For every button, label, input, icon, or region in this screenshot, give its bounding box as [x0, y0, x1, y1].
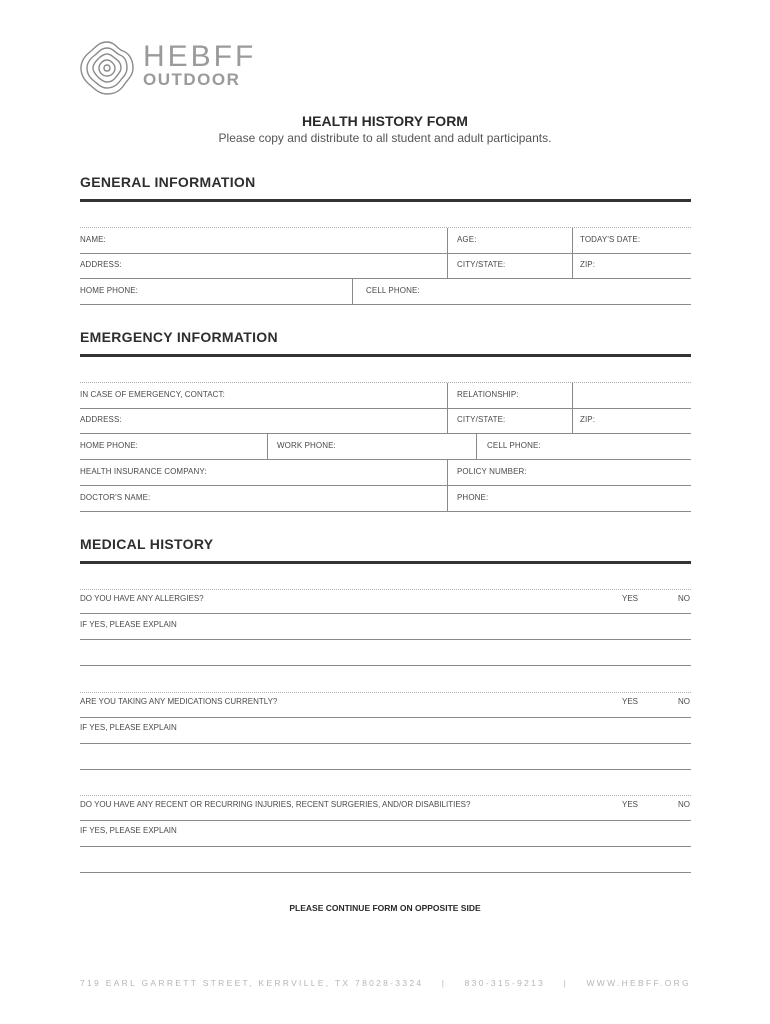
insurance-label: HEALTH INSURANCE COMPANY:	[80, 467, 207, 476]
home-phone-field[interactable]	[80, 279, 352, 304]
emergency-address-field[interactable]	[80, 408, 447, 433]
dotted-divider	[80, 692, 691, 693]
injuries-no-option[interactable]: NO	[678, 800, 690, 809]
general-row-3	[80, 279, 691, 305]
form-subtitle: Please copy and distribute to all student and adult participants.	[218, 131, 552, 145]
emergency-zip-label: ZIP:	[580, 415, 596, 424]
emergency-row-3	[80, 434, 691, 460]
allergies-explain-label: IF YES, PLEASE EXPLAIN	[80, 620, 177, 629]
emergency-contact-field[interactable]	[80, 383, 447, 408]
home-phone-label: HOME PHONE:	[80, 286, 138, 295]
emergency-contact-label: IN CASE OF EMERGENCY, CONTACT:	[80, 390, 225, 399]
allergies-no-option[interactable]: NO	[678, 594, 690, 603]
emergency-row-4	[80, 460, 691, 486]
general-row-2	[80, 253, 691, 279]
section-rule	[80, 561, 691, 564]
section-title-general: GENERAL INFORMATION	[80, 174, 256, 190]
section-title-medical: MEDICAL HISTORY	[80, 536, 214, 552]
injuries-explain-label: IF YES, PLEASE EXPLAIN	[80, 826, 177, 835]
emergency-row-5	[80, 486, 691, 512]
doctor-name-label: DOCTOR'S NAME:	[80, 493, 151, 502]
zip-field[interactable]	[572, 253, 692, 278]
today-date-label: TODAY'S DATE:	[580, 235, 641, 244]
city-state-field[interactable]	[447, 253, 573, 278]
doctor-name-field[interactable]	[80, 486, 447, 511]
footer	[80, 978, 691, 988]
medications-explain-label: IF YES, PLEASE EXPLAIN	[80, 723, 177, 732]
divider	[80, 820, 691, 821]
work-phone-label: WORK PHONE:	[277, 441, 336, 450]
emergency-home-phone-field[interactable]	[80, 434, 267, 459]
injuries-question: DO YOU HAVE ANY RECENT OR RECURRING INJURIES, RECENT SURGERIES, AND/OR DISABILITIES?	[80, 800, 471, 809]
cell-phone-field[interactable]	[352, 279, 692, 304]
zip-label: ZIP:	[580, 260, 596, 269]
footer-separator: |	[563, 978, 569, 988]
continue-note: PLEASE CONTINUE FORM ON OPPOSITE SIDE	[289, 903, 481, 913]
logo-wordmark: HEBFF	[143, 40, 257, 73]
today-date-field[interactable]	[572, 228, 692, 253]
general-row-1	[80, 227, 691, 254]
section-rule	[80, 354, 691, 357]
allergies-question: DO YOU HAVE ANY ALLERGIES?	[80, 594, 204, 603]
address-field[interactable]	[80, 253, 447, 278]
injuries-explain-line-1[interactable]	[80, 846, 691, 847]
emergency-row-2	[80, 408, 691, 434]
cell-phone-label: CELL PHONE:	[366, 286, 420, 295]
divider	[80, 613, 691, 614]
medications-question: ARE YOU TAKING ANY MEDICATIONS CURRENTLY?	[80, 697, 278, 706]
emergency-address-label: ADDRESS:	[80, 415, 122, 424]
hebff-logo-icon	[79, 40, 135, 96]
city-state-label: CITY/STATE:	[457, 260, 506, 269]
address-label: ADDRESS:	[80, 260, 122, 269]
relationship-extra-field[interactable]	[572, 383, 692, 408]
emergency-zip-field[interactable]	[572, 408, 692, 433]
injuries-yes-option[interactable]: YES	[622, 800, 639, 809]
emergency-city-state-label: CITY/STATE:	[457, 415, 506, 424]
work-phone-field[interactable]	[267, 434, 477, 459]
medications-no-option[interactable]: NO	[678, 697, 690, 706]
emergency-home-phone-label: HOME PHONE:	[80, 441, 138, 450]
form-title: HEALTH HISTORY FORM	[302, 113, 468, 129]
emergency-row-1	[80, 382, 691, 409]
name-field[interactable]	[80, 228, 447, 253]
insurance-field[interactable]	[80, 460, 447, 485]
section-title-emergency: EMERGENCY INFORMATION	[80, 329, 278, 345]
medications-yes-option[interactable]: YES	[622, 697, 639, 706]
dotted-divider	[80, 589, 691, 590]
emergency-cell-phone-field[interactable]	[476, 434, 692, 459]
emergency-city-state-field[interactable]	[447, 408, 573, 433]
logo-subword: OUTDOOR	[143, 70, 241, 89]
allergies-yes-option[interactable]: YES	[622, 594, 639, 603]
policy-number-label: POLICY NUMBER:	[457, 467, 527, 476]
dotted-divider	[80, 795, 691, 796]
relationship-label: RELATIONSHIP:	[457, 390, 519, 399]
footer-phone: 830-315-9213	[464, 978, 546, 988]
name-label: NAME:	[80, 235, 106, 244]
doctor-phone-field[interactable]	[447, 486, 692, 511]
footer-address: 719 EARL GARRETT STREET, KERRVILLE, TX 78028-3324	[80, 978, 424, 988]
relationship-field[interactable]	[447, 383, 573, 408]
allergies-explain-line-1[interactable]	[80, 639, 691, 640]
footer-website: WWW.HEBFF.ORG	[586, 978, 691, 988]
section-rule	[80, 199, 691, 202]
doctor-phone-label: PHONE:	[457, 493, 489, 502]
policy-number-field[interactable]	[447, 460, 692, 485]
age-field[interactable]	[447, 228, 573, 253]
emergency-cell-phone-label: CELL PHONE:	[487, 441, 541, 450]
medications-explain-line-2[interactable]	[80, 769, 691, 770]
medications-explain-line-1[interactable]	[80, 743, 691, 744]
divider	[80, 717, 691, 718]
injuries-explain-line-2[interactable]	[80, 872, 691, 873]
allergies-explain-line-2[interactable]	[80, 665, 691, 666]
footer-separator: |	[441, 978, 447, 988]
age-label: AGE:	[457, 235, 477, 244]
